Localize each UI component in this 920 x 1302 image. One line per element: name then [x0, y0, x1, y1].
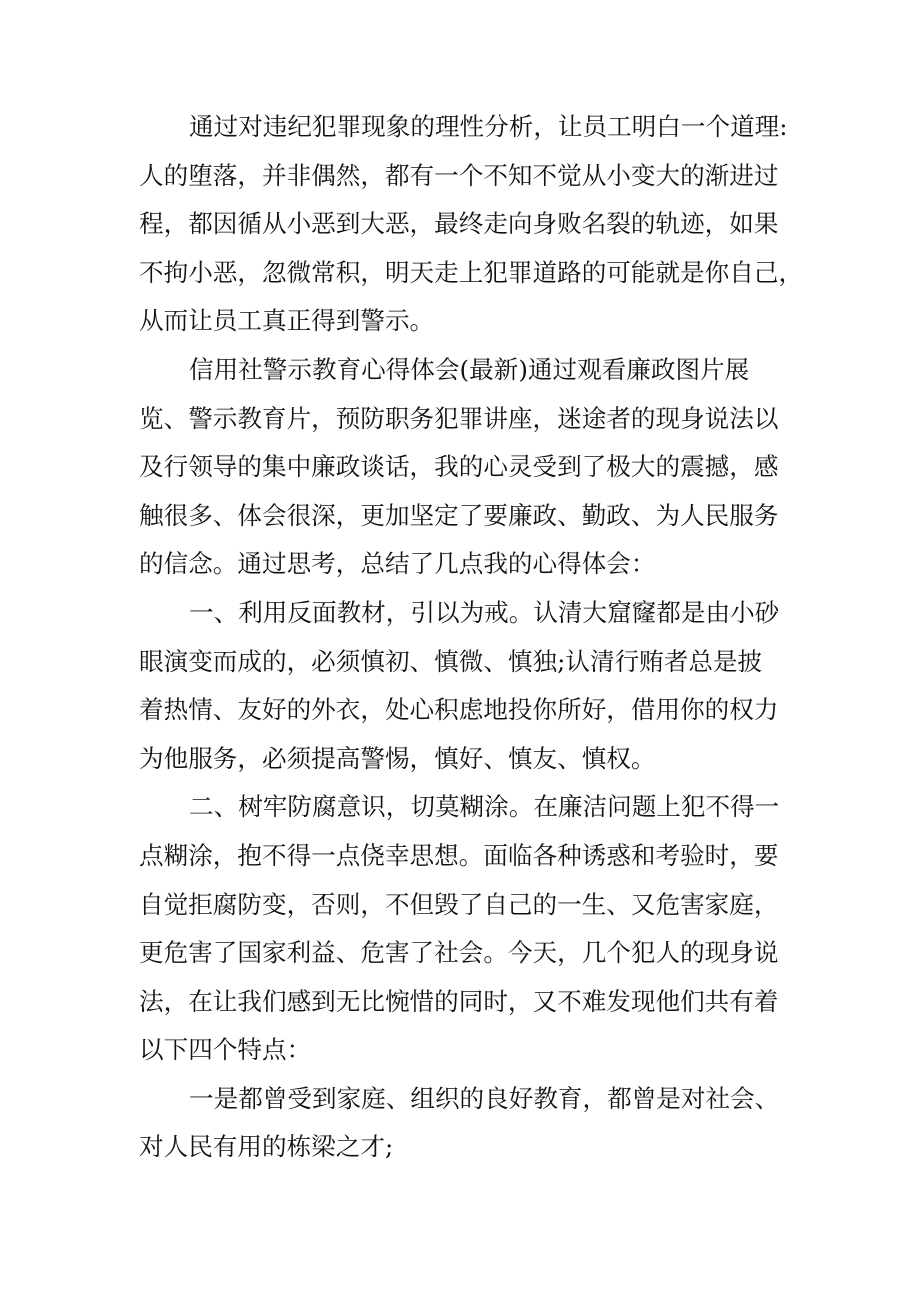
text-line: 览、警示教育片，预防职务犯罪讲座，迷途者的现身说法以 [139, 403, 779, 433]
text-line: 从而让员工真正得到警示。 [139, 306, 435, 336]
text-line: 及行领导的集中廉政谈话，我的心灵受到了极大的震撼，感 [139, 452, 779, 482]
text-line: 触很多、体会很深，更加坚定了要廉政、勤政、为人民服务 [139, 500, 779, 530]
paragraph-point-two [139, 783, 781, 1075]
paragraph-reflection-intro [139, 346, 781, 589]
text-line: 着热情、友好的外衣，处心积虑地投你所好，借用你的权力 [139, 695, 779, 725]
text-line: 不拘小恶，忽微常积，明天走上犯罪道路的可能就是你自己， [139, 257, 804, 287]
text-line: 对人民有用的栋梁之才; [139, 1132, 394, 1162]
text-line: 程，都因循从小恶到大恶，最终走向身败名裂的轨迹，如果 [139, 209, 779, 239]
text-line: 信用社警示教育心得体会(最新)通过观看廉政图片展 [189, 354, 750, 384]
text-line: 一、利用反面教材，引以为戒。认清大窟窿都是由小砂 [189, 597, 780, 627]
text-line: 人的堕落，并非偶然，都有一个不知不觉从小变大的渐进过 [139, 160, 779, 190]
document-body [139, 103, 804, 1172]
text-line: 自觉拒腐防变，否则，不但毁了自己的一生、又危害家庭， [139, 889, 779, 919]
text-line: 一是都曾受到家庭、组织的良好教育，都曾是对社会、 [189, 1083, 780, 1113]
text-line: 以下四个特点： [139, 1035, 312, 1065]
paragraph-analysis [139, 103, 804, 346]
text-line: 法，在让我们感到无比惋惜的同时，又不难发现他们共有着 [139, 986, 779, 1016]
paragraph-point-one [139, 589, 781, 783]
paragraph-trait-one [139, 1075, 781, 1172]
text-line: 更危害了国家利益、危害了社会。今天，几个犯人的现身说 [139, 938, 779, 968]
text-line: 为他服务，必须提高警惕，慎好、慎友、慎权。 [139, 743, 656, 773]
text-line: 二、树牢防腐意识，切莫糊涂。在廉洁问题上犯不得一 [189, 792, 780, 822]
text-line: 的信念。通过思考，总结了几点我的心得体会： [139, 549, 656, 579]
text-line: 通过对违纪犯罪现象的理性分析，让员工明白一个道理: [189, 112, 788, 141]
text-line: 眼演变而成的，必须慎初、慎微、慎独;认清行贿者总是披 [139, 646, 763, 676]
text-line: 点糊涂，抱不得一点侥幸思想。面临各种诱惑和考验时，要 [139, 840, 779, 870]
